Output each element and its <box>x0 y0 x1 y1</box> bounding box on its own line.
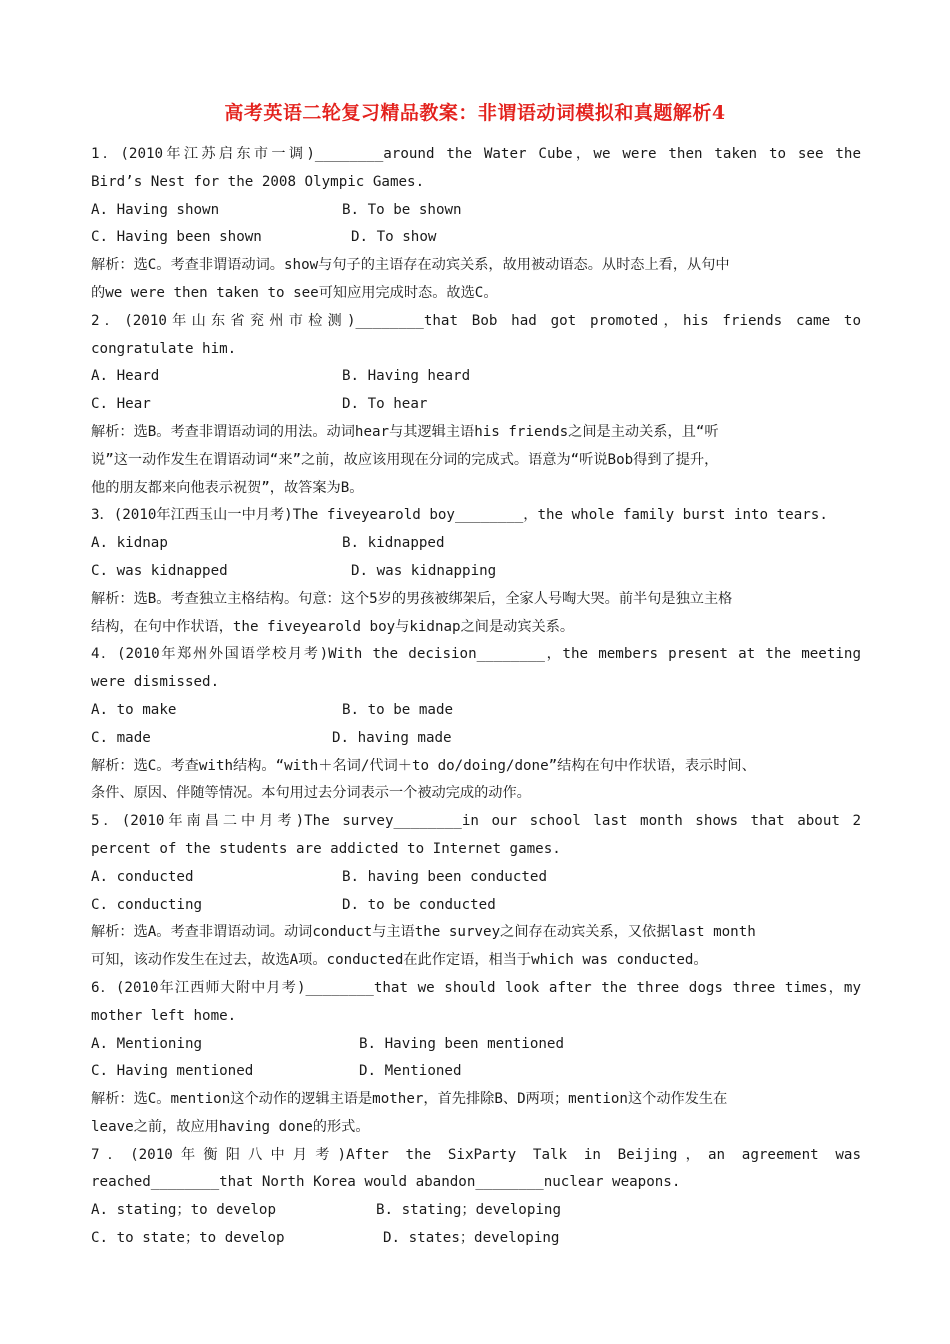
option-c: C. Hear <box>91 396 151 413</box>
question-stem: 7．(2010年衡阳八中月考)After the SixParty Talk in Beijing，an agreement was <box>91 1146 861 1163</box>
option-c: C. was kidnapped <box>91 562 228 579</box>
question-stem: 1．(2010年江苏启东市一调)________around the Water Cube，we were then taken to see the <box>91 146 861 162</box>
question-stem: 4．(2010年郑州外国语学校月考)With the decision________，the members present at the meeting <box>91 646 861 663</box>
options-row <box>91 1031 861 1059</box>
option-c: C. Having mentioned <box>91 1063 254 1080</box>
analysis-line: 解析：选C。考查非谓语动词。show与句子的主语存在动宾关系，故用被动语态。从时态上看，从句中 <box>91 257 730 274</box>
question-stem: 3．(2010年江西玉山一中月考)The fiveyearold boy________，the whole family burst into tears. <box>91 507 828 524</box>
analysis-line: leave之前，故应用having done的形式。 <box>91 1118 370 1135</box>
question-stem-cont: Bird’s Nest for the 2008 Olympic Games. <box>91 173 425 190</box>
option-d: D. To hear <box>342 396 428 413</box>
question-stem-cont: were dismissed. <box>91 674 220 691</box>
option-a: A. Mentioning <box>91 1035 203 1052</box>
question-stem-cont: reached________that North Korea would abandon________nuclear weapons. <box>91 1174 681 1191</box>
option-b: B. kidnapped <box>342 535 445 552</box>
option-d: D. to be conducted <box>342 896 496 913</box>
option-b: B. to be made <box>342 701 454 718</box>
question-stem-cont: percent of the students are addicted to Internet games. <box>91 840 561 857</box>
analysis-line: 解析：选C。mention这个动作的逻辑主语是mother，首先排除B、D两项；mention这个动作发生在 <box>91 1091 728 1108</box>
options-row <box>91 1225 861 1253</box>
option-d: D. Mentioned <box>359 1063 462 1080</box>
option-a: A. conducted <box>91 868 194 885</box>
option-c: C. conducting <box>91 896 203 913</box>
question-stem-cont: mother left home. <box>91 1007 237 1024</box>
analysis-line: 条件、原因、伴随等情况。本句用过去分词表示一个被动完成的动作。 <box>91 785 531 802</box>
options-row <box>91 197 861 225</box>
option-a: A. Having shown <box>91 201 220 218</box>
question-stem: 5．(2010年南昌二中月考)The survey________in our school last month shows that about 2 <box>91 813 861 830</box>
option-a: A. Heard <box>91 368 160 385</box>
analysis-line: 结构，在句中作状语，the fiveyearold boy与kidnap之间是动宾关系。 <box>91 618 575 635</box>
option-d: D. having made <box>332 729 452 746</box>
question-item <box>91 808 861 975</box>
option-c: C. to state；to develop <box>91 1230 285 1247</box>
option-d: D. was kidnapping <box>351 562 497 579</box>
question-stem: 6．(2010年江西师大附中月考)________that we should look after the three dogs three times，my <box>91 979 861 996</box>
question-item <box>91 502 861 641</box>
analysis-line: 解析：选B。考查独立主格结构。句意：这个5岁的男孩被绑架后，全家人号啕大哭。前半句是独立主格 <box>91 590 733 607</box>
options-row <box>91 864 861 892</box>
options-row <box>91 697 861 725</box>
analysis-line: 可知，该动作发生在过去，故选A项。conducted在此作定语，相当于which was conducted。 <box>91 952 708 969</box>
options-row <box>91 892 861 920</box>
option-d: D. To show <box>351 229 437 246</box>
options-row <box>91 1058 861 1086</box>
page-title: 高考英语二轮复习精品教案：非谓语动词模拟和真题解析4 <box>224 102 726 124</box>
option-d: D. states；developing <box>383 1230 560 1247</box>
option-a: A. stating；to develop <box>91 1202 277 1219</box>
options-row <box>91 558 861 586</box>
analysis-line: 解析：选B。考查非谓语动词的用法。动词hear与其逻辑主语his friends之间是主动关系，且“听 <box>91 423 719 440</box>
analysis-line: 解析：选C。考查with结构。“with＋名词/代词＋to do/doing/done”结构在句中作状语，表示时间、 <box>91 757 756 774</box>
question-item <box>91 975 861 1142</box>
option-a: A. to make <box>91 701 177 718</box>
options-row <box>91 363 861 391</box>
question-item <box>91 1142 861 1253</box>
option-b: B. To be shown <box>342 201 462 218</box>
analysis-line: 说”这一动作发生在谓语动词“来”之前，故应该用现在分词的完成式。语意为“听说Bob得到了提升， <box>91 451 719 468</box>
option-c: C. made <box>91 729 151 746</box>
analysis-line: 的we were then taken to see可知应用完成时态。故选C。 <box>91 284 498 301</box>
question-item <box>91 308 861 503</box>
option-c: C. Having been shown <box>91 229 262 246</box>
option-b: B. Having heard <box>342 368 471 385</box>
options-row <box>91 1197 861 1225</box>
options-row <box>91 530 861 558</box>
question-item <box>91 641 861 808</box>
options-row <box>91 224 861 252</box>
question-stem-cont: congratulate him. <box>91 340 237 357</box>
option-b: B. stating；developing <box>376 1202 562 1219</box>
option-b: B. Having been mentioned <box>359 1035 564 1052</box>
analysis-line: 解析：选A。考查非谓语动词。动词conduct与主语the survey之间存在动宾关系，又依据last month <box>91 924 756 941</box>
question-list <box>91 141 861 1253</box>
option-a: A. kidnap <box>91 535 168 552</box>
option-b: B. having been conducted <box>342 868 547 885</box>
question-item <box>91 141 861 308</box>
options-row <box>91 391 861 419</box>
question-stem: 2．(2010年山东省兖州市检测)________that Bob had got promoted，his friends came to <box>91 312 861 329</box>
analysis-line: 他的朋友都来向他表示祝贺”，故答案为B。 <box>91 479 364 496</box>
options-row <box>91 725 861 753</box>
